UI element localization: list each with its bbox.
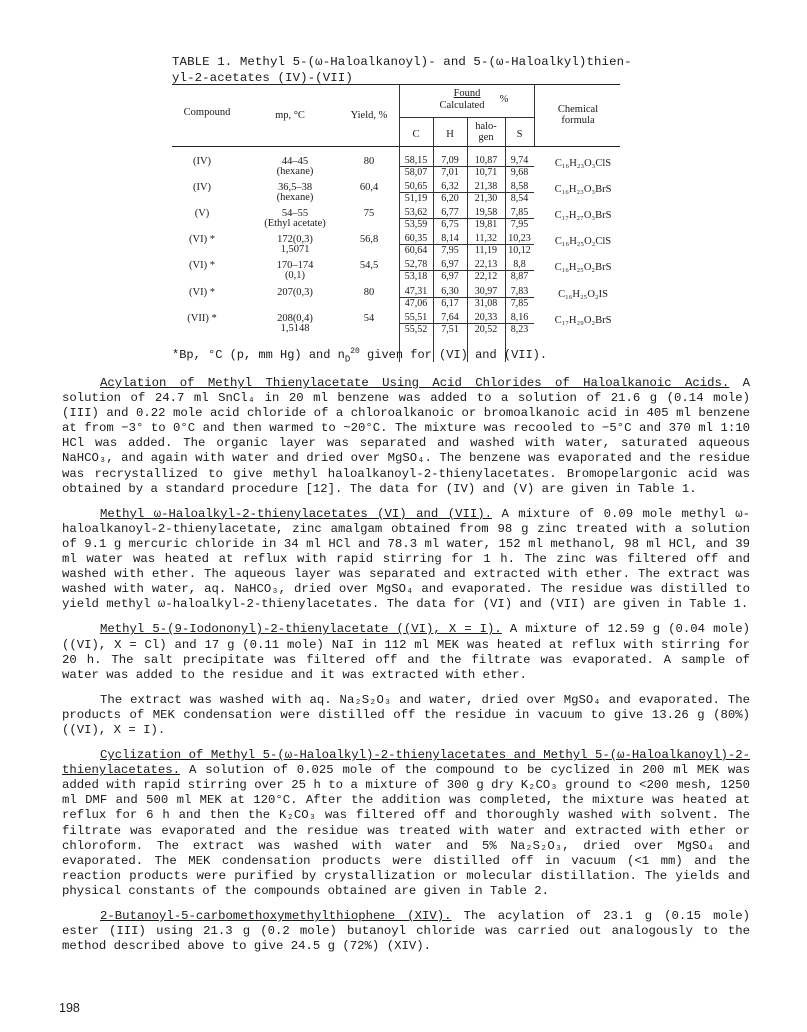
header-yield: Yield, % [350,110,388,121]
cell-found: 53,62 [404,207,428,218]
cell-found: 30,97 [474,286,498,297]
header-percent: % [499,94,509,105]
paragraph [62,909,750,954]
cell-mp: 207(0,3) [277,287,313,298]
cell-yield: 80 [363,287,375,298]
cell-calculated: 51,19 [404,193,428,204]
cell-mp: 54–55 [281,208,309,219]
cell-calculated: 8,87 [510,271,529,282]
cell-yield: 75 [363,208,375,219]
header-compound: Compound [183,107,231,118]
cell-found: 6,97 [441,259,459,270]
paragraph [62,693,750,738]
cell-mp: 208(0,4) [277,313,313,324]
cell-found: 9,74 [510,155,529,166]
cell-calculated: 6,75 [441,219,459,230]
cell-found: 21,38 [474,181,498,192]
cell-formula: C₁₆H₂₃O₃BrS [554,184,612,195]
cell-compound: (VII) * [187,313,217,324]
paragraph-body: A solution of 0.025 mole of the compound to be cyclized in 200 ml MEK was added with rapid stirring over 25 h to a mixture of 300 g dry K₂CO₃ ground to <200 mesh, 1250 ml DMF and 500 ml MEK at 120°C. After the addition was completed, the mixture was heated at reflux for 6 h and then the K₂CO₃ was filtered off and thoroughly washed with solvent. The filtrate was evaporated and the residue was treated with water and extracted with ether or chloroform. The extract was washed with water and 5% Na₂S₂O₃, dried over MgSO₄ and evaporated. The MEK condensation products were distilled off in vacuum (<1 mm) and the reaction products were purified by crystallization or molecular distillation. The yields and physical constants of the compounds obtained are given in Table 2. [62,763,750,898]
cell-calculated: 10,71 [474,167,498,178]
cell-mp-note: (hexane) [276,166,314,177]
cell-found: 58,15 [404,155,428,166]
table-divider [534,84,535,146]
cell-calculated: 31,08 [474,298,498,309]
found-calc-divider [399,166,534,167]
cell-calculated: 8,23 [510,324,529,335]
cell-calculated: 7,85 [510,298,529,309]
table-footnote: *Bp, °C (p, mm Hg) and $n_D^{20}$ given for (VI) and (VII). [172,347,548,365]
cell-found: 8,8 [513,259,526,270]
cell-found: 8,16 [510,312,529,323]
cell-calculated: 7,51 [441,324,459,335]
cell-compound: (VI) * [189,234,215,245]
cell-mp: 36,5–38 [277,182,313,193]
header-halogen: halo-gen [475,121,497,143]
paragraph [62,622,750,682]
table-caption: TABLE 1. Methyl 5-(ω-Haloalkanoyl)- and 5-(ω-Haloalkyl)thien-yl-2-acetates (IV)-(VII) [172,55,632,85]
cell-calculated: 58,07 [404,167,428,178]
cell-found: 55,51 [404,312,428,323]
cell-found: 6,30 [441,286,459,297]
paragraph-body: A solution of 24.7 ml SnCl₄ in 20 ml benzene was added to a solution of 21.6 g (0.14 mole) (III) and 0.22 mole acid chloride of a chloroalkanoic or bromoalkanoic acid in 405 ml benzene at from −3° to 0°C and then warmed to ~20°C. The mixture was recooled to −5°C and 370 ml 1:10 HCl was added. The organic layer was separated and washed with water, saturated aqueous NaHCO₃, and again with water and dried over MgSO₄. The benzene was evaporated and the residue was recrystallized to give methyl haloalkanoyl-2-thienylacetates. Bromopelargonic acid was obtained by a standard procedure [12]. The data for (IV) and (V) are given in Table 1. [62,376,750,496]
cell-calculated: 7,95 [510,219,529,230]
body-text [62,376,750,964]
cell-formula: C₁₆H₂₅O₂ClS [554,236,612,247]
cell-found: 7,09 [441,155,459,166]
cell-found: 7,85 [510,207,529,218]
cell-mp: 44–45 [281,156,309,167]
cell-compound: (IV) [192,156,212,167]
found-calc-divider [399,192,534,193]
cell-formula: C₁₇H₂₉O₂BrS [554,315,612,326]
cell-yield: 60,4 [359,182,379,193]
found-calc-divider [399,218,534,219]
cell-yield: 54 [363,313,375,324]
cell-found: 11,32 [474,233,498,244]
found-calc-divider [399,297,534,298]
cell-found: 7,64 [441,312,459,323]
paragraph [62,507,750,613]
cell-found: 47,31 [404,286,428,297]
found-calc-divider [399,244,534,245]
cell-calculated: 22,12 [474,271,498,282]
cell-calculated: 6,17 [441,298,459,309]
paragraph-body: A mixture of 0.09 mole methyl ω-haloalkanoyl-2-thienylacetate, zinc amalgam obtained from 98 g zinc treated with a solution of 9.1 g mercuric chloride in 34 ml HCl and 78.3 ml water, 152 ml methanol, 98 ml HCl, and 39 ml water was heated at reflux with rapid stirring for 1 h. The zinc was filtered off and washed with ether. The aqueous layer was separated and extracted with ether. The extract was washed with water, aq. NaHCO₃, dried over MgSO₄ and evaporated. The residue was distilled to yield methyl ω-haloalkyl-2-thienylacetates. The data for (VI) and (VII) are given in Table 1. [62,506,750,612]
cell-found: 8,14 [441,233,459,244]
cell-calculated: 53,59 [404,219,428,230]
cell-compound: (IV) [192,182,212,193]
cell-calculated: 10,12 [508,245,531,256]
cell-calculated: 20,52 [474,324,498,335]
cell-found: 6,77 [441,207,459,218]
cell-compound: (V) [194,208,210,219]
cell-yield: 54,5 [359,260,379,271]
cell-yield: 80 [363,156,375,167]
header-c: C [412,129,420,140]
cell-mp: 170–174 [276,260,314,271]
cell-compound: (VI) * [189,260,215,271]
cell-found: 10,23 [508,233,531,244]
cell-compound: (VI) * [189,287,215,298]
paragraph-body: The acylation of 23.1 g (0.15 mole) ester (III) using 21.3 g (0.2 mole) butanoyl chloride was carried out analogously to the method described above to give 24.5 g (72%) (XIV). [62,909,750,954]
cell-mp-note: (Ethyl acetate) [264,218,326,229]
paragraph-heading: Acylation of Methyl Thienylacetate Using Acid Chlorides of Haloalkanoic Acids. [100,376,730,390]
header-calculated: Calculated [439,100,485,111]
paragraph-heading: 2-Butanoyl-5-carbomethoxymethylthiophene (XIV). [100,909,452,923]
cell-found: 6,32 [441,181,459,192]
cell-mp-note: (hexane) [276,192,314,203]
header-found: Found [453,88,481,99]
paragraph-body: A mixture of 12.59 g (0.04 mole) ((VI), X = Cl) and 17 g (0.11 mole) NaI in 112 ml MEK was heated at reflux with stirring for 20 h. The salt precipitate was filtered off and the filtrate was evaporated. A sample of water was added to the residue and it was extracted with ether. [62,622,750,682]
header-h: H [446,129,454,140]
header-mp: mp, °C [275,110,305,121]
paragraph [62,748,750,899]
cell-found: 22,13 [474,259,498,270]
cell-formula: C₁₇H₂₇O₃BrS [554,210,612,221]
cell-calculated: 9,68 [510,167,529,178]
found-calc-divider [399,270,534,271]
cell-formula: C₁₆H₂₃O₃ClS [554,158,612,169]
cell-found: 10,87 [474,155,498,166]
cell-calculated: 21,30 [474,193,498,204]
table-top-rule [172,84,620,85]
cell-found: 52,78 [404,259,428,270]
cell-found: 8,58 [510,181,529,192]
cell-calculated: 6,20 [441,193,459,204]
cell-calculated: 53,18 [404,271,428,282]
cell-calculated: 7,95 [441,245,459,256]
cell-mp-note: 1,5148 [280,323,310,334]
cell-calculated: 55,52 [404,324,428,335]
header-s: S [516,129,523,140]
cell-mp-note: 1,5071 [280,244,310,255]
cell-formula: C₁₆H₂₅O₂IS [558,289,608,300]
cell-found: 50,65 [404,181,428,192]
paragraph-heading: Cyclization of Methyl 5-(ω-Haloalkyl)-2-thienylacetates and Methyl 5-(ω-Haloalkanoyl)-2-thienylacetates. [62,748,750,778]
cell-calculated: 7,01 [441,167,459,178]
cell-calculated: 47,06 [404,298,428,309]
cell-found: 20,33 [474,312,498,323]
cell-found: 60,35 [404,233,428,244]
paragraph-heading: Methyl 5-(9-Iodononyl)-2-thienylacetate ((VI), X = I). [100,622,502,637]
cell-yield: 56,8 [359,234,379,245]
cell-calculated: 19,81 [474,219,498,230]
paragraph [62,376,750,497]
page-number: 198 [59,1001,80,1015]
cell-found: 19,58 [474,207,498,218]
table-header-rule [172,146,620,147]
cell-calculated: 60,64 [404,245,428,256]
cell-calculated: 11,19 [474,245,498,256]
cell-calculated: 6,97 [441,271,459,282]
cell-found: 7,83 [510,286,529,297]
paragraph-heading: Methyl ω-Haloalkyl-2-thienylacetates (VI) and (VII). [100,506,492,521]
paragraph-body: The extract was washed with aq. Na₂S₂O₃ and water, dried over MgSO₄ and evaporated. The products of MEK condensation were distilled off the residue in vacuum to give 13.26 g (80%) ((VI), X = I). [62,692,750,737]
found-calc-divider [399,323,534,324]
cell-mp-note: (0,1) [284,270,306,281]
cell-formula: C₁₆H₂₅O₂BrS [554,262,612,273]
cell-calculated: 8,54 [510,193,529,204]
header-formula: Chemical formula [557,104,599,126]
cell-mp: 172(0,3) [277,234,313,245]
